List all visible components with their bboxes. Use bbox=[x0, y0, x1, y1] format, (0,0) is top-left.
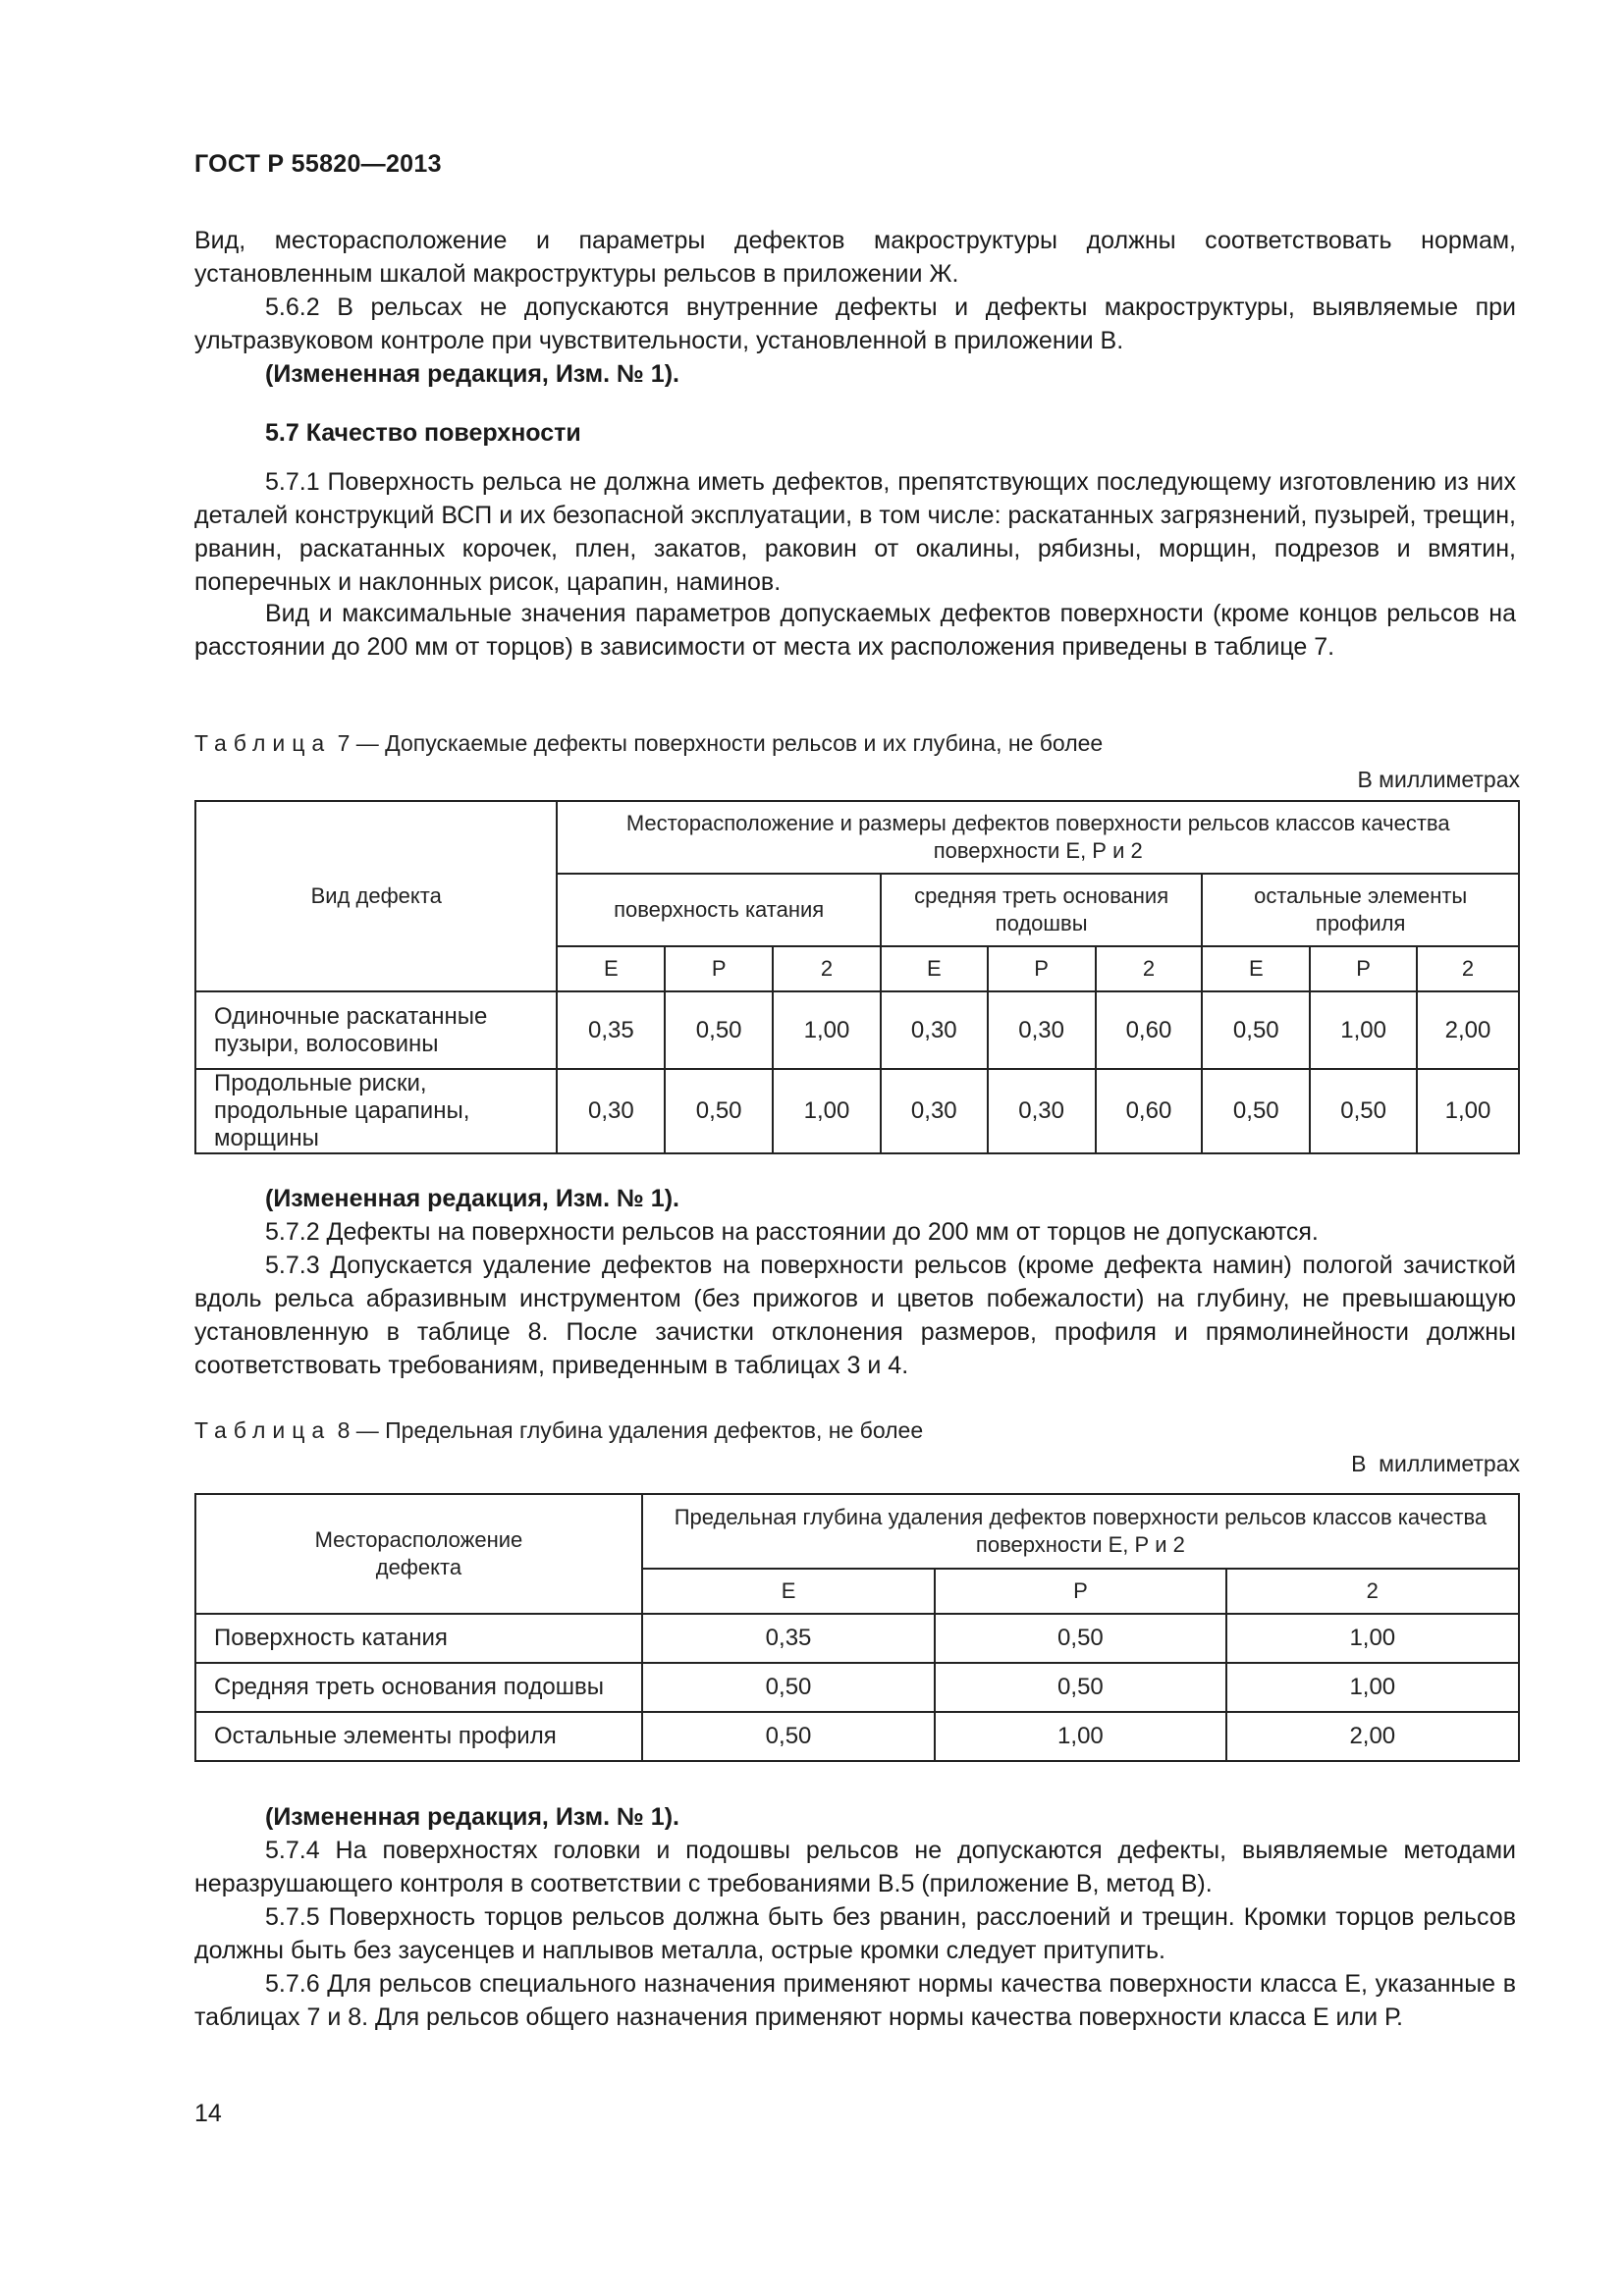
table-row bbox=[195, 1712, 1519, 1761]
table7-caption-word: Таблица bbox=[194, 730, 332, 756]
table7-cell: 0,50 bbox=[1202, 1069, 1310, 1153]
table7-cell: 0,50 bbox=[665, 991, 773, 1069]
table7-units: В миллиметрах bbox=[1357, 767, 1520, 792]
paragraph-5-7-5: 5.7.5 Поверхность торцов рельсов должна быть без рванин, расслоений и трещин. Кромки торцов рельсов должны быть без заусенцев и наплывов металла, острые кромки следует притупить. bbox=[194, 1903, 1516, 1964]
amendment-note-2: (Измененная редакция, Изм. № 1). bbox=[265, 1185, 679, 1212]
table7-cell: 0,50 bbox=[1202, 991, 1310, 1069]
table7-class: Е bbox=[1202, 946, 1310, 991]
table7-cell: 0,30 bbox=[881, 1069, 988, 1153]
table8-class: Е bbox=[642, 1569, 935, 1614]
table7-header-defect: Вид дефекта bbox=[195, 801, 557, 991]
table8-cell: 1,00 bbox=[935, 1712, 1225, 1761]
table8-cell: 1,00 bbox=[1226, 1663, 1519, 1712]
table8-class: 2 bbox=[1226, 1569, 1519, 1614]
table8-caption bbox=[194, 1415, 923, 1445]
table8-cell: 2,00 bbox=[1226, 1712, 1519, 1761]
table7-cell: 1,00 bbox=[1310, 991, 1417, 1069]
table7-row-name: Продольные риски, продольные царапины, морщины bbox=[195, 1069, 557, 1153]
document-header: ГОСТ Р 55820—2013 bbox=[194, 150, 442, 178]
table7-cell: 0,50 bbox=[1310, 1069, 1417, 1153]
table7-class: 2 bbox=[773, 946, 881, 991]
table7-cell: 1,00 bbox=[1417, 1069, 1519, 1153]
table7-cell: 0,60 bbox=[1096, 1069, 1203, 1153]
table7-class: 2 bbox=[1096, 946, 1203, 991]
table8-cell: 1,00 bbox=[1226, 1614, 1519, 1663]
table7-row-name: Одиночные раскатанные пузыри, волосовины bbox=[195, 991, 557, 1069]
table-row bbox=[195, 1069, 1519, 1153]
table7-cell: 0,30 bbox=[988, 991, 1096, 1069]
table7-cell: 0,30 bbox=[988, 1069, 1096, 1153]
table7-class: Р bbox=[1310, 946, 1417, 991]
section-heading: 5.7 Качество поверхности bbox=[265, 419, 581, 447]
table7 bbox=[194, 800, 1520, 1154]
table-row bbox=[195, 991, 1519, 1069]
table8-header-group: Предельная глубина удаления дефектов поверхности рельсов классов качества поверхности Е, Р и 2 bbox=[642, 1494, 1519, 1569]
table7-class: Е bbox=[557, 946, 665, 991]
table8-cell: 0,50 bbox=[935, 1614, 1225, 1663]
table8-header-location: Месторасположение дефекта bbox=[195, 1494, 642, 1614]
table7-subheader-other-elements: остальные элементы профиля bbox=[1202, 874, 1519, 946]
paragraph-5-7-1: 5.7.1 Поверхность рельса не должна иметь дефектов, препятствующих последующему изготовлению из них деталей конструкций ВСП и их безопасной эксплуатации, в том числе: раскатанных загрязнений, пузырей, трещин, рванин, раскатанных корочек, плен, закатов, раковин от окалины, рябизны, морщин, подрезов и вмятин, поперечных и наклонных рисок, царапин, наминов. bbox=[194, 468, 1516, 596]
amendment-note-3: (Измененная редакция, Изм. № 1). bbox=[265, 1803, 679, 1831]
table7-caption-text: 7 — Допускаемые дефекты поверхности рельсов и их глубина, не более bbox=[337, 730, 1104, 756]
table7-subheader-rolling-surface: поверхность катания bbox=[557, 874, 880, 946]
paragraph-table7-intro: Вид и максимальные значения параметров допускаемых дефектов поверхности (кроме концов рельсов на расстоянии до 200 мм от торцов) в зависимости от места их расположения приведены в таблице 7. bbox=[194, 600, 1516, 661]
table8-cell: 0,50 bbox=[642, 1712, 935, 1761]
table7-cell: 0,60 bbox=[1096, 991, 1203, 1069]
table8-class: Р bbox=[935, 1569, 1225, 1614]
paragraph-5-7-6: 5.7.6 Для рельсов специального назначения применяют нормы качества поверхности класса Е, указанные в таблицах 7 и 8. Для рельсов общего назначения применяют нормы качества поверхности класса Е или Р. bbox=[194, 1970, 1516, 2031]
table8-row-name: Остальные элементы профиля bbox=[195, 1712, 642, 1761]
table7-cell: 0,50 bbox=[665, 1069, 773, 1153]
table8-cell: 0,50 bbox=[935, 1663, 1225, 1712]
table7-cell: 0,30 bbox=[881, 991, 988, 1069]
table7-header-group: Месторасположение и размеры дефектов поверхности рельсов классов качества поверхности Е, Р и 2 bbox=[557, 801, 1519, 874]
table7-cell: 1,00 bbox=[773, 991, 881, 1069]
table7-cell: 0,30 bbox=[557, 1069, 665, 1153]
table7-class: 2 bbox=[1417, 946, 1519, 991]
table8 bbox=[194, 1493, 1520, 1762]
table7-caption bbox=[194, 728, 1103, 758]
table7-class: Р bbox=[988, 946, 1096, 991]
paragraph-5-7-3: 5.7.3 Допускается удаление дефектов на поверхности рельсов (кроме дефекта намин) пологой зачисткой вдоль рельса абразивным инструментом (без прижогов и цветов побежалости) на глубину, не превышающую установленную в таблице 8. После зачистки отклонения размеров, профиля и прямолинейности должны соответствовать требованиям, приведенным в таблицах 3 и 4. bbox=[194, 1252, 1516, 1379]
table7-class: Е bbox=[881, 946, 988, 991]
paragraph-5-7-4: 5.7.4 На поверхностях головки и подошвы рельсов не допускаются дефекты, выявляемые методами неразрушающего контроля в соответствии с требованиями В.5 (приложение В, метод В). bbox=[194, 1837, 1516, 1897]
table7-cell: 1,00 bbox=[773, 1069, 881, 1153]
amendment-note-1: (Измененная редакция, Изм. № 1). bbox=[265, 360, 679, 388]
paragraph-macrostructure: Вид, месторасположение и параметры дефектов макроструктуры должны соответствовать нормам, установленным шкалой макроструктуры рельсов в приложении Ж. bbox=[194, 227, 1516, 288]
table8-cell: 0,35 bbox=[642, 1614, 935, 1663]
table7-subheader-base-middle: средняя треть основания подошвы bbox=[881, 874, 1202, 946]
table8-caption-text: 8 — Предельная глубина удаления дефектов, не более bbox=[337, 1417, 924, 1443]
paragraph-5-6-2: 5.6.2 В рельсах не допускаются внутренние дефекты и дефекты макроструктуры, выявляемые при ультразвуковом контроле при чувствительности, установленной в приложении В. bbox=[194, 294, 1516, 354]
table7-cell: 2,00 bbox=[1417, 991, 1519, 1069]
page-number: 14 bbox=[194, 2100, 222, 2127]
table8-units: В миллиметрах bbox=[1351, 1451, 1520, 1476]
table8-row-name: Поверхность катания bbox=[195, 1614, 642, 1663]
table8-caption-word: Таблица bbox=[194, 1417, 332, 1443]
table-row bbox=[195, 1614, 1519, 1663]
table7-cell: 0,35 bbox=[557, 991, 665, 1069]
table-row bbox=[195, 1663, 1519, 1712]
table8-cell: 0,50 bbox=[642, 1663, 935, 1712]
paragraph-5-7-2: 5.7.2 Дефекты на поверхности рельсов на расстоянии до 200 мм от торцов не допускаются. bbox=[265, 1218, 1319, 1246]
table7-class: Р bbox=[665, 946, 773, 991]
table8-row-name: Средняя треть основания подошвы bbox=[195, 1663, 642, 1712]
